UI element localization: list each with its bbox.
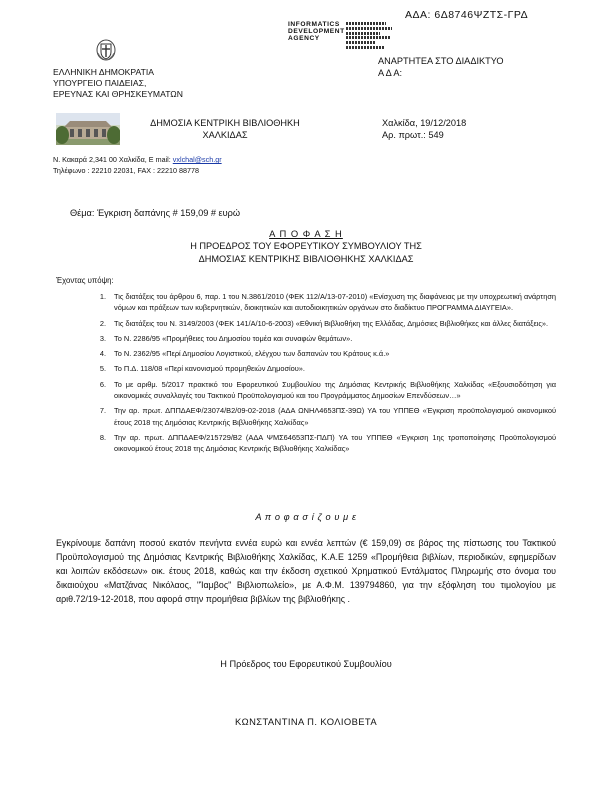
republic: ΕΛΛΗΝΙΚΗ ΔΗΜΟΚΡΑΤΙΑ	[53, 67, 154, 77]
considerations-list	[84, 291, 556, 459]
list-item	[84, 363, 556, 374]
item-number: 5.	[99, 364, 106, 374]
list-item	[84, 318, 556, 329]
email-link[interactable]: vxlchal@sch.gr	[172, 155, 222, 164]
item-text: Το Π.Δ. 118/08 «Περί κανονισμού προμηθειών Δημοσίου».	[114, 364, 305, 374]
item-number: 7.	[99, 406, 106, 416]
issuer-block	[53, 67, 183, 100]
diavgeia-logo-line: AGENCY	[288, 35, 320, 43]
signature-role: Η Πρόεδρος του Εφορευτικού Συμβουλίου	[220, 659, 392, 669]
list-item	[84, 432, 556, 455]
subject-line: Θέμα: Έγκριση δαπάνης # 159,09 # ευρώ	[70, 208, 241, 218]
item-number: 3.	[99, 333, 106, 343]
ministry-line2: ΕΡΕΥΝΑΣ ΚΑΙ ΘΡΗΣΚΕΥΜΑΤΩΝ	[53, 89, 183, 99]
item-number: 1.	[99, 292, 106, 301]
diavgeia-logo-line: INFORMATICS	[288, 21, 340, 28]
diavgeia-logo-line: DEVELOPMENT	[288, 28, 345, 36]
item-number: 8.	[99, 432, 106, 442]
library-city: ΧΑΛΚΙΔΑΣ	[202, 130, 248, 140]
protocol-number: Αρ. πρωτ.: 549	[382, 130, 444, 140]
item-text: Την αρ. πρωτ. ΔΠΠΔΑΕΦ/215729/Β2 (ΑΔΑ ΨΜΣ64653ΠΣ-ΠΔΠ) ΥΑ του ΥΠΠΕΘ «Έγκριση 1ης τροποποίησης Προϋπολογισμού οικονομικού έτους 2018 της Δημόσιας Κεντρικής Βιβλιοθήκης Χαλκίδας»	[114, 432, 556, 454]
address-line	[53, 155, 222, 165]
item-text: Τις διατάξεις του άρθρου 6, παρ. 1 του Ν.3861/2010 (ΦΕΚ 112/Α/13-07-2010) «Ενίσχυση της διαφάνειας με την υποχρεωτική ανάρτηση νόμων και πράξεων των κυβερνητικών, διοικητικών και αυτοδιοικητικών οργάνων στο διαδίκτυο ΠΡΟΓΡΑΜΜΑ ΔΙΑΥΓΕΙΑ».	[114, 292, 556, 313]
decision-subtitle1: Η ΠΡΟΕΔΡΟΣ ΤΟΥ ΕΦΟΡΕΥΤΙΚΟΥ ΣΥΜΒΟΥΛΙΟΥ ΤΗΣ	[190, 241, 422, 251]
item-text: Το Ν. 2286/95 «Προμήθειες του Δημοσίου τομέα και συναφών θεμάτων».	[114, 333, 353, 343]
posting-ada: Α Δ Α:	[378, 68, 403, 78]
phone-line: Τηλέφωνο : 22210 22031, FAX : 22210 88778	[53, 166, 200, 175]
library-building-photo	[56, 113, 120, 145]
decision-body: Εγκρίνουμε δαπάνη ποσού εκατόν πενήντα εννέα ευρώ και εννέα λεπτών (€ 159,09) σε βάρος της πίστωσης του Τακτικού Προϋπολογισμού της Δημόσιας Κεντρικής Βιβλιοθήκης Χαλκίδας, Κ.Α.Ε 1259 «Προμήθεια βιβλίων, περιοδικών, εφημερίδων και λοιπών εκδόσεων» οικ. έτους 2018, καθώς και την έκδοση σχετικού Χρηματικού Εντάλματος Πληρωμής στο όνομα του δικαιούχου «Ματζάνας Νικόλαος, "Ίαμβος" Βιβλιοπωλείο», με Α.Φ.Μ. 139794860, για την εξόφληση του τιμολογίου με αριθ.72/19-12-2018, που αφορά στην προμήθεια βιβλίων της βιβλιοθήκης .	[56, 538, 556, 604]
item-number: 2.	[99, 318, 106, 328]
list-item	[84, 405, 556, 428]
considering-label: Έχοντας υπόψη:	[56, 276, 114, 285]
we-decide-heading: Α π ο φ α σ ί ζ ο υ μ ε	[255, 512, 357, 522]
item-text: Το με αριθμ. 5/2017 πρακτικό του Εφορευτικού Συμβουλίου της Δημόσιας Κεντρικής Βιβλιοθήκης Χαλκίδας «Εξουσιοδότηση για οικονομικές συναλλαγές του Τακτικού Προϋπολογισμού και του Προγράμματος Δημοσίων Επενδύσεων…»	[114, 379, 556, 401]
item-number: 4.	[99, 349, 106, 359]
decision-subtitle2: ΔΗΜΟΣΙΑΣ ΚΕΝΤΡΙΚΗΣ ΒΙΒΛΙΟΘΗΚΗΣ ΧΑΛΚΙΔΑΣ	[198, 254, 414, 264]
item-text: Την αρ. πρωτ. ΔΠΠΔΑΕΦ/23074/Β2/09-02-2018 (ΑΔΑ ΩΝΗΛ4653ΠΣ-39Ω) ΥΑ του ΥΠΠΕΘ «Έγκριση προϋπολογισμού οικονομικού έτους 2018 της Δημόσιας Κεντρικής Βιβλιοθήκης Χαλκίδας»	[114, 406, 556, 427]
item-text: Το Ν. 2362/95 «Περί Δημοσίου Λογιστικού, ελέγχου των δαπανών του Κράτους κ.ά.»	[114, 349, 390, 359]
ada-code: ΑΔΑ: 6Δ8746ΨΖΤΣ-ΓΡΔ	[405, 9, 529, 21]
item-number: 6.	[99, 379, 106, 389]
address-text: Ν. Κακαρά 2,341 00 Χαλκίδα, E mail:	[53, 155, 173, 164]
diavgeia-logo	[288, 21, 408, 43]
ministry-line1: ΥΠΟΥΡΓΕΙΟ ΠΑΙΔΕΙΑΣ,	[53, 78, 147, 88]
document-date: Χαλκίδα, 19/12/2018	[382, 118, 467, 128]
list-item	[84, 348, 556, 359]
posting-notice: ΑΝΑΡΤΗΤΕΑ ΣΤΟ ΔΙΑΔΙΚΤΥΟ	[378, 56, 504, 66]
list-item	[84, 291, 556, 314]
decision-title: Α Π Ο Φ Α Σ Η	[269, 228, 343, 239]
signature-name: ΚΩΝΣΤΑΝΤΙΝΑ Π. ΚΟΛΙΟΒΕΤΑ	[235, 716, 377, 727]
diavgeia-logo-fineprint	[346, 22, 396, 51]
greek-emblem-icon	[96, 39, 116, 61]
list-item	[84, 333, 556, 344]
list-item	[84, 379, 556, 402]
library-name: ΔΗΜΟΣΙΑ ΚΕΝΤΡΙΚΗ ΒΙΒΛΙΟΘΗΚΗ	[150, 118, 300, 128]
item-text: Τις διατάξεις του Ν. 3149/2003 (ΦΕΚ 141/Α/10-6-2003) «Εθνική Βιβλιοθήκη της Ελλάδας, Δημόσιες Βιβλιοθήκες και άλλες διατάξεις».	[114, 318, 549, 328]
